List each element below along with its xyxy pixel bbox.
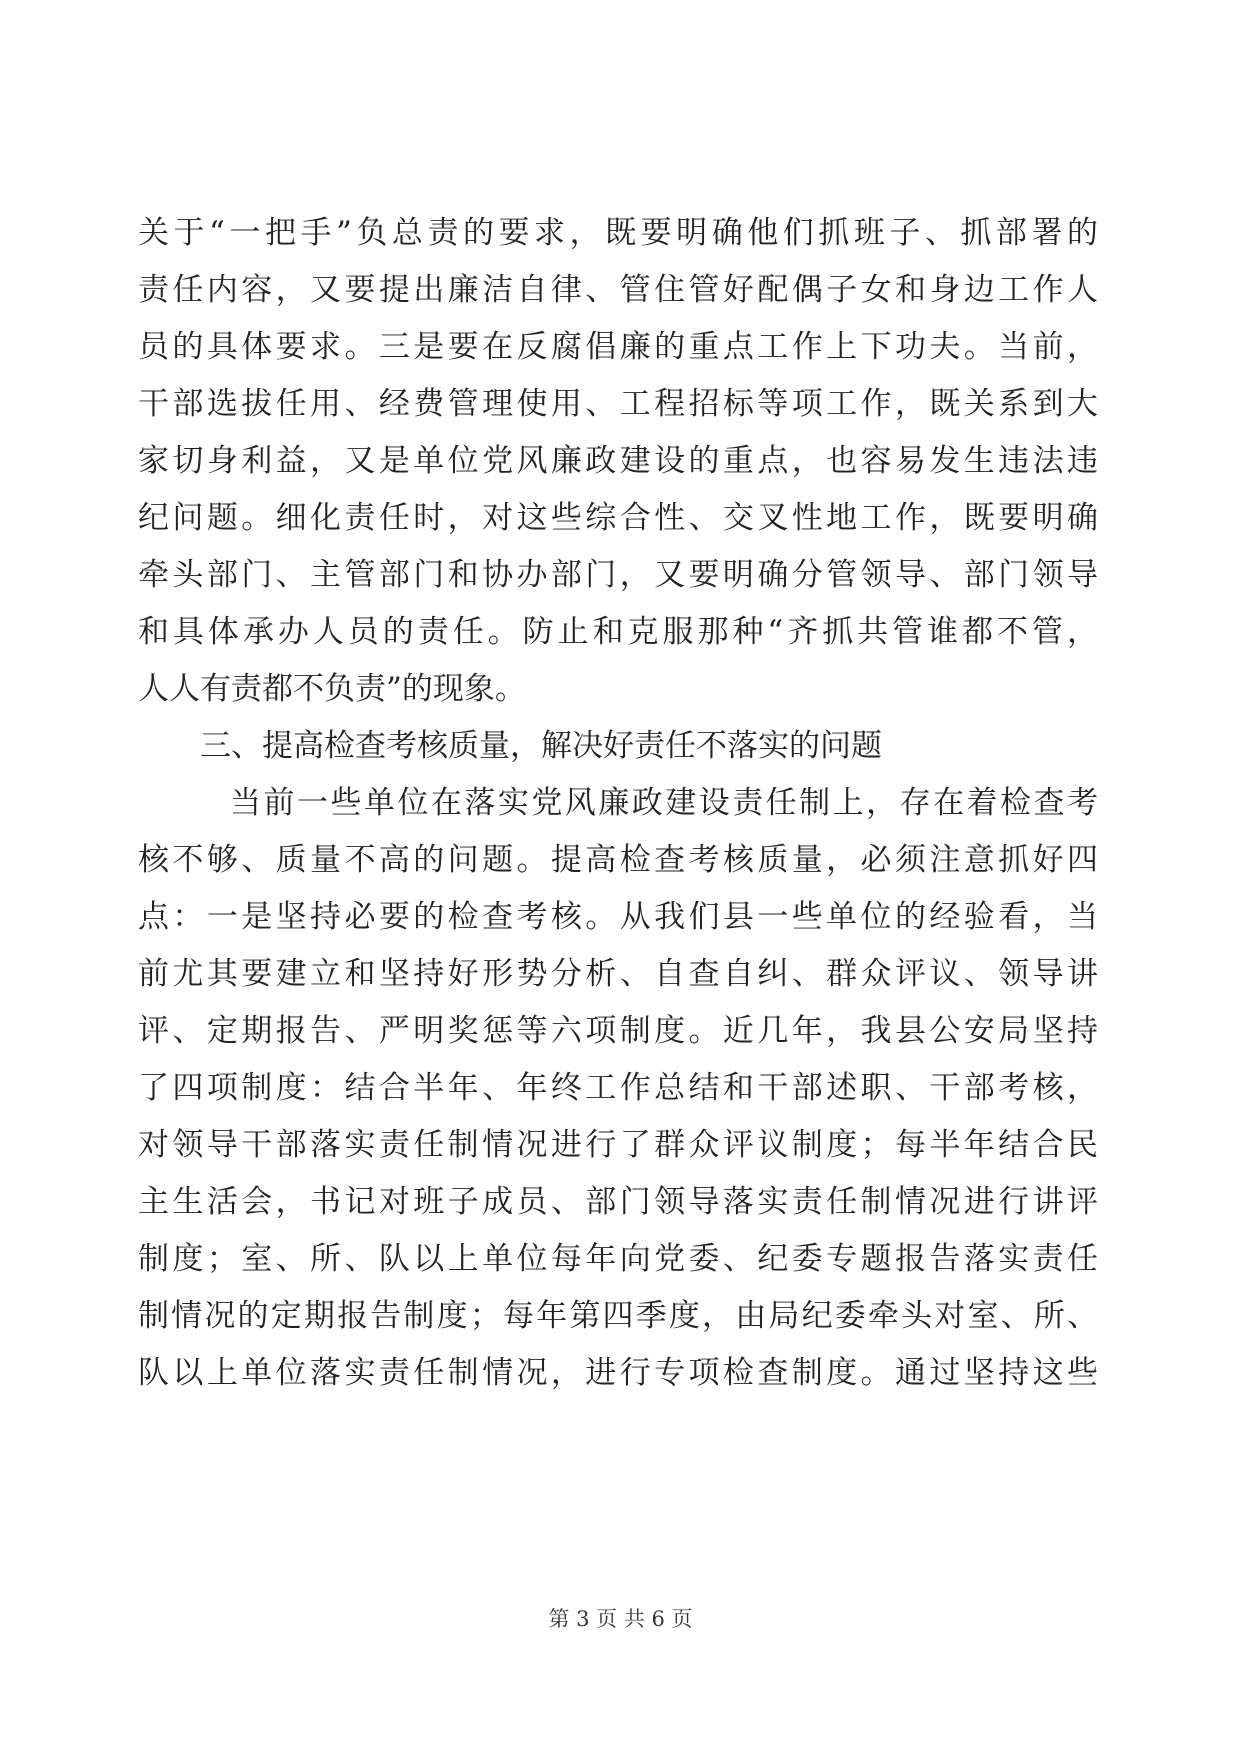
paragraph-line: 员的具体要求。三是要在反腐倡廉的重点工作上下功夫。当前， — [138, 329, 1098, 365]
page-number-footer: 第 3 页 共 6 页 — [548, 1607, 693, 1631]
paragraph-line: 关于“一把手”负总责的要求，既要明确他们抓班子、抓部署的 — [138, 215, 1098, 251]
paragraph-line: 对领导干部落实责任制情况进行了群众评议制度；每半年结合民 — [138, 1127, 1098, 1163]
paragraph-line: 评、定期报告、严明奖惩等六项制度。近几年，我县公安局坚持 — [138, 1013, 1098, 1049]
paragraph-line: 前尤其要建立和坚持好形势分析、自查自纠、群众评议、领导讲 — [138, 956, 1098, 992]
paragraph-line: 核不够、质量不高的问题。提高检查考核质量，必须注意抓好四 — [138, 842, 1098, 878]
paragraph-line: 和具体承办人员的责任。防止和克服那种“齐抓共管谁都不管， — [138, 614, 1098, 650]
paragraph-line: 制度；室、所、队以上单位每年向党委、纪委专题报告落实责任 — [138, 1241, 1098, 1277]
paragraph-line: 主生活会，书记对班子成员、部门领导落实责任制情况进行讲评 — [138, 1184, 1098, 1220]
paragraph-line: 了四项制度：结合半年、年终工作总结和干部述职、干部考核， — [138, 1070, 1098, 1106]
paragraph-line: 点：一是坚持必要的检查考核。从我们县一些单位的经验看，当 — [138, 899, 1098, 935]
paragraph-line: 干部选拔任用、经费管理使用、工程招标等项工作，既关系到大 — [138, 386, 1098, 422]
paragraph-line: 责任内容，又要提出廉洁自律、管住管好配偶子女和身边工作人 — [138, 272, 1098, 308]
section-heading: 三、提高检查考核质量，解决好责任不落实的问题 — [200, 728, 882, 764]
paragraph-line: 队以上单位落实责任制情况，进行专项检查制度。通过坚持这些 — [138, 1355, 1098, 1391]
paragraph-line: 纪问题。细化责任时，对这些综合性、交叉性地工作，既要明确 — [138, 500, 1098, 536]
paragraph-line: 制情况的定期报告制度；每年第四季度，由局纪委牵头对室、所、 — [138, 1298, 1098, 1334]
paragraph-line: 牵头部门、主管部门和协办部门，又要明确分管领导、部门领导 — [138, 557, 1098, 593]
paragraph-line: 当前一些单位在落实党风廉政建设责任制上，存在着检查考 — [230, 785, 1098, 821]
paragraph-line: 人人有责都不负责”的现象。 — [138, 671, 526, 707]
paragraph-line: 家切身利益，又是单位党风廉政建设的重点，也容易发生违法违 — [138, 443, 1098, 479]
